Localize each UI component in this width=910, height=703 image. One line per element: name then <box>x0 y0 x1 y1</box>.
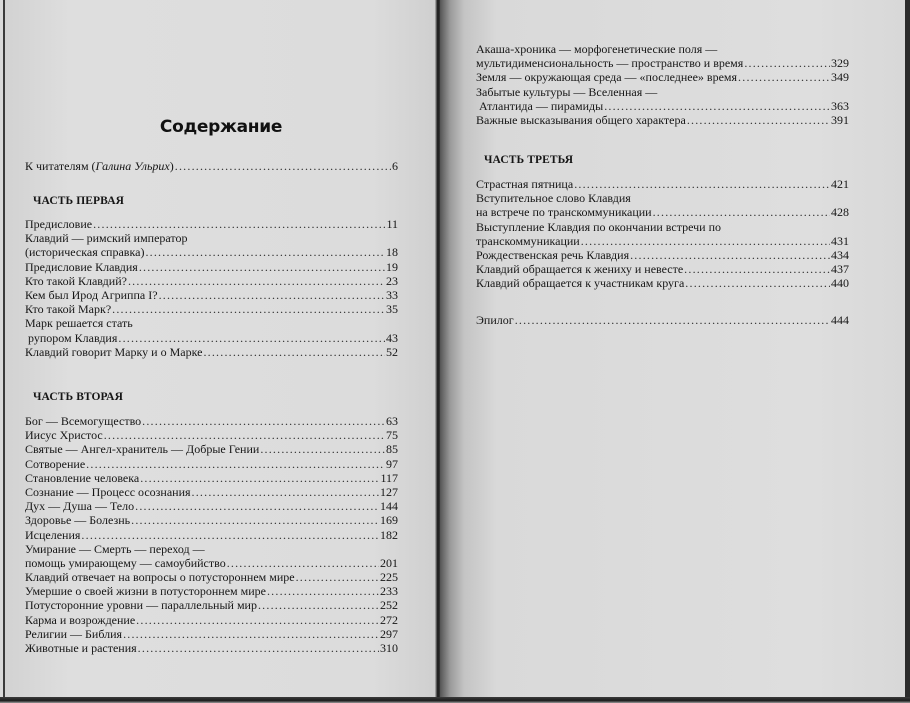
entry-page: 63 <box>386 414 398 428</box>
entry-title: Рождественская речь Клавдия <box>476 247 630 262</box>
entry-page: 440 <box>831 276 849 291</box>
entry-page: 11 <box>386 217 398 231</box>
entry-title: Эпилог <box>476 313 514 327</box>
entry-title: мультидименсиональность — пространство и время <box>476 56 744 71</box>
entry-page: 329 <box>831 56 849 71</box>
entry-title: Атлантида — пирамиды <box>479 98 604 113</box>
dot-leader <box>136 613 379 627</box>
entry-page: 421 <box>831 177 849 191</box>
entry-page: 310 <box>380 641 398 655</box>
entry-page: 18 <box>386 245 398 260</box>
toc-part2-continued <box>476 42 849 127</box>
entry-title: рупором Клавдия <box>28 330 118 345</box>
dot-leader <box>260 442 385 456</box>
toc-entry <box>25 556 398 570</box>
dot-leader <box>684 262 830 276</box>
dot-leader <box>175 159 391 173</box>
dot-leader <box>653 205 830 219</box>
entry-page: 52 <box>386 344 398 359</box>
dot-leader <box>630 248 830 262</box>
dot-leader <box>118 331 385 345</box>
entry-page: 75 <box>386 428 398 443</box>
entry-title: Клавдий говорит Марку и о Марке <box>25 344 203 359</box>
dot-leader <box>93 217 385 231</box>
toc-entry <box>476 177 849 191</box>
entry-title: Страстная пятница <box>476 177 574 191</box>
entry-page: 23 <box>386 273 398 288</box>
entry-title: Клавдий обращается к участникам круга <box>476 276 685 291</box>
toc-entry-line1: Выступление Клавдия по окончании встречи по <box>476 219 722 234</box>
entry-title: Здоровье — Болезнь <box>25 513 131 528</box>
toc-entry <box>25 442 398 456</box>
toc-entry <box>25 345 398 359</box>
entry-page: 233 <box>380 584 398 599</box>
toc-part1 <box>25 194 398 208</box>
entry-title: помощь умирающему — самоубийство <box>25 555 226 570</box>
toc-epilogue <box>476 313 849 327</box>
dot-leader <box>104 428 385 442</box>
toc-entry <box>476 113 849 127</box>
dot-leader <box>581 234 830 248</box>
dot-leader <box>738 70 830 84</box>
toc-entry <box>476 70 849 84</box>
entry-page: 182 <box>380 527 398 542</box>
entry-title: Земля — окружающая среда — «последнее» время <box>476 70 738 85</box>
page-edge <box>905 0 910 703</box>
toc-left <box>25 159 398 173</box>
toc-entry <box>25 414 398 428</box>
part-heading: ЧАСТЬ ТРЕТЬЯ <box>484 154 574 166</box>
toc-entry <box>25 598 398 612</box>
dot-leader <box>296 570 379 584</box>
entry-page: 437 <box>831 262 849 277</box>
entry-page: 127 <box>380 484 398 499</box>
toc-entry <box>25 584 398 598</box>
toc-part1-entries <box>25 217 398 359</box>
toc-entry <box>476 234 849 248</box>
toc-entry <box>476 99 849 113</box>
entry-page: 201 <box>380 555 398 570</box>
toc-entry <box>25 485 398 499</box>
toc-entry <box>476 205 849 219</box>
part-heading: ЧАСТЬ ПЕРВАЯ <box>33 195 125 207</box>
toc-entry <box>25 499 398 513</box>
dot-leader <box>131 513 379 527</box>
toc-entry <box>25 302 398 316</box>
dot-leader <box>267 584 379 598</box>
entry-page: 434 <box>831 247 849 262</box>
entry-page: 6 <box>392 159 398 173</box>
toc-entry-intro <box>25 159 398 173</box>
dot-leader <box>135 499 379 513</box>
dot-leader <box>81 528 379 542</box>
entry-page: 117 <box>380 470 398 485</box>
entry-page: 349 <box>831 70 849 85</box>
entry-title: Карма и возрождение <box>25 612 136 627</box>
toc-entry <box>25 528 398 542</box>
dot-leader <box>112 302 385 316</box>
toc-entry <box>25 641 398 655</box>
toc-entry <box>25 217 398 231</box>
toc-entry <box>476 276 849 290</box>
entry-title: Умершие о своей жизни в потустороннем мире <box>25 584 266 599</box>
toc-entry <box>25 471 398 485</box>
entry-title: Кто такой Клавдий? <box>25 273 127 288</box>
entry-title: (историческая справка) <box>25 245 145 260</box>
toc-entry <box>476 248 849 262</box>
entry-title: Кем был Ирод Агриппа I? <box>25 287 158 302</box>
entry-title: Иисус Христос <box>25 428 103 443</box>
entry-title: Становление человека <box>25 470 140 485</box>
entry-page: 431 <box>831 233 849 248</box>
entry-page: 144 <box>380 499 398 514</box>
toc-entry <box>25 288 398 302</box>
dot-leader <box>203 345 385 359</box>
dot-leader <box>123 627 379 641</box>
dot-leader <box>142 414 385 428</box>
dot-leader <box>140 471 379 485</box>
entry-page: 19 <box>386 259 398 274</box>
toc-entry <box>25 627 398 641</box>
toc-entry <box>25 274 398 288</box>
entry-page: 169 <box>380 513 398 528</box>
dot-leader <box>515 313 830 327</box>
toc-part3-entries <box>476 177 849 291</box>
dot-leader <box>227 556 379 570</box>
page-edge-bottom <box>0 697 910 703</box>
toc-entry <box>476 56 849 70</box>
dot-leader <box>604 99 830 113</box>
dot-leader <box>192 485 379 499</box>
entry-page: 43 <box>386 330 398 345</box>
dot-leader <box>86 457 385 471</box>
toc-entry-line1: Вступительное слово Клавдия <box>476 191 631 206</box>
dot-leader <box>128 274 385 288</box>
entry-page: 252 <box>380 598 398 613</box>
toc-entry <box>25 613 398 627</box>
toc-entry-line1: Марк решается стать <box>25 316 133 331</box>
dot-leader <box>258 598 379 612</box>
toc-entry <box>25 428 398 442</box>
dot-leader <box>687 113 830 127</box>
entry-title: Святые — Ангел-хранитель — Добрые Гении <box>25 442 260 457</box>
entry-page: 444 <box>831 313 849 327</box>
page-title: Содержание <box>159 117 283 137</box>
entry-title: Предисловие Клавдия <box>25 259 138 274</box>
entry-page: 363 <box>831 98 849 113</box>
dot-leader <box>744 56 830 70</box>
toc-entry-line1: Забытые культуры — Вселенная — <box>476 84 658 99</box>
toc-entry-line1: Умирание — Смерть — переход — <box>25 541 205 556</box>
toc-entry-epilogue <box>476 313 849 327</box>
dot-leader <box>138 641 379 655</box>
toc-entry <box>25 331 398 345</box>
entry-page: 33 <box>386 287 398 302</box>
toc-entry <box>25 457 398 471</box>
entry-title: Сознание — Процесс осознания <box>25 484 191 499</box>
entry-title: Бог — Всемогущество <box>25 414 142 428</box>
entry-title: Предисловие <box>25 217 93 231</box>
entry-title: Кто такой Марк? <box>25 302 112 317</box>
toc-entry <box>25 245 398 259</box>
toc-entry <box>476 262 849 276</box>
toc-part2 <box>25 390 398 404</box>
entry-page: 428 <box>831 205 849 220</box>
toc-entry-line1: Клавдий — римский император <box>25 231 188 246</box>
toc-entry-line1: Акаша-хроника — морфогенетические поля — <box>476 42 718 56</box>
toc-entry <box>25 260 398 274</box>
dot-leader <box>159 288 385 302</box>
entry-title: Клавдий отвечает на вопросы о потустороннем мире <box>25 570 295 585</box>
entry-title: Клавдий обращается к жениху и невесте <box>476 262 684 277</box>
entry-page: 85 <box>386 442 398 457</box>
entry-title: Потусторонние уровни — параллельный мир <box>25 598 257 613</box>
entry-title: на встрече по транскоммуникации <box>476 205 652 220</box>
entry-title: Исцеления <box>25 527 81 542</box>
entry-title: Важные высказывания общего характера <box>476 112 686 127</box>
entry-title: Дух — Душа — Тело <box>25 499 135 514</box>
entry-title: Животные и растения <box>25 641 137 655</box>
entry-page: 297 <box>380 626 398 641</box>
entry-title: Сотворение <box>25 456 86 471</box>
entry-page: 272 <box>380 612 398 627</box>
entry-page: 391 <box>831 112 849 127</box>
toc-entry <box>25 513 398 527</box>
dot-leader <box>574 177 830 191</box>
entry-page: 35 <box>386 302 398 317</box>
entry-page: 97 <box>386 456 398 471</box>
dot-leader <box>145 245 385 259</box>
entry-page: 225 <box>380 570 398 585</box>
toc-part2-entries <box>25 414 398 655</box>
dot-leader <box>139 260 385 274</box>
toc-part3 <box>476 153 849 167</box>
entry-title: транскоммуникации <box>476 233 580 248</box>
dot-leader <box>685 276 830 290</box>
toc-entry <box>25 570 398 584</box>
part-heading: ЧАСТЬ ВТОРАЯ <box>33 391 123 403</box>
entry-title: Религии — Библия <box>25 626 123 641</box>
entry-title: К читателям (Галина Ульрих) <box>25 159 174 173</box>
